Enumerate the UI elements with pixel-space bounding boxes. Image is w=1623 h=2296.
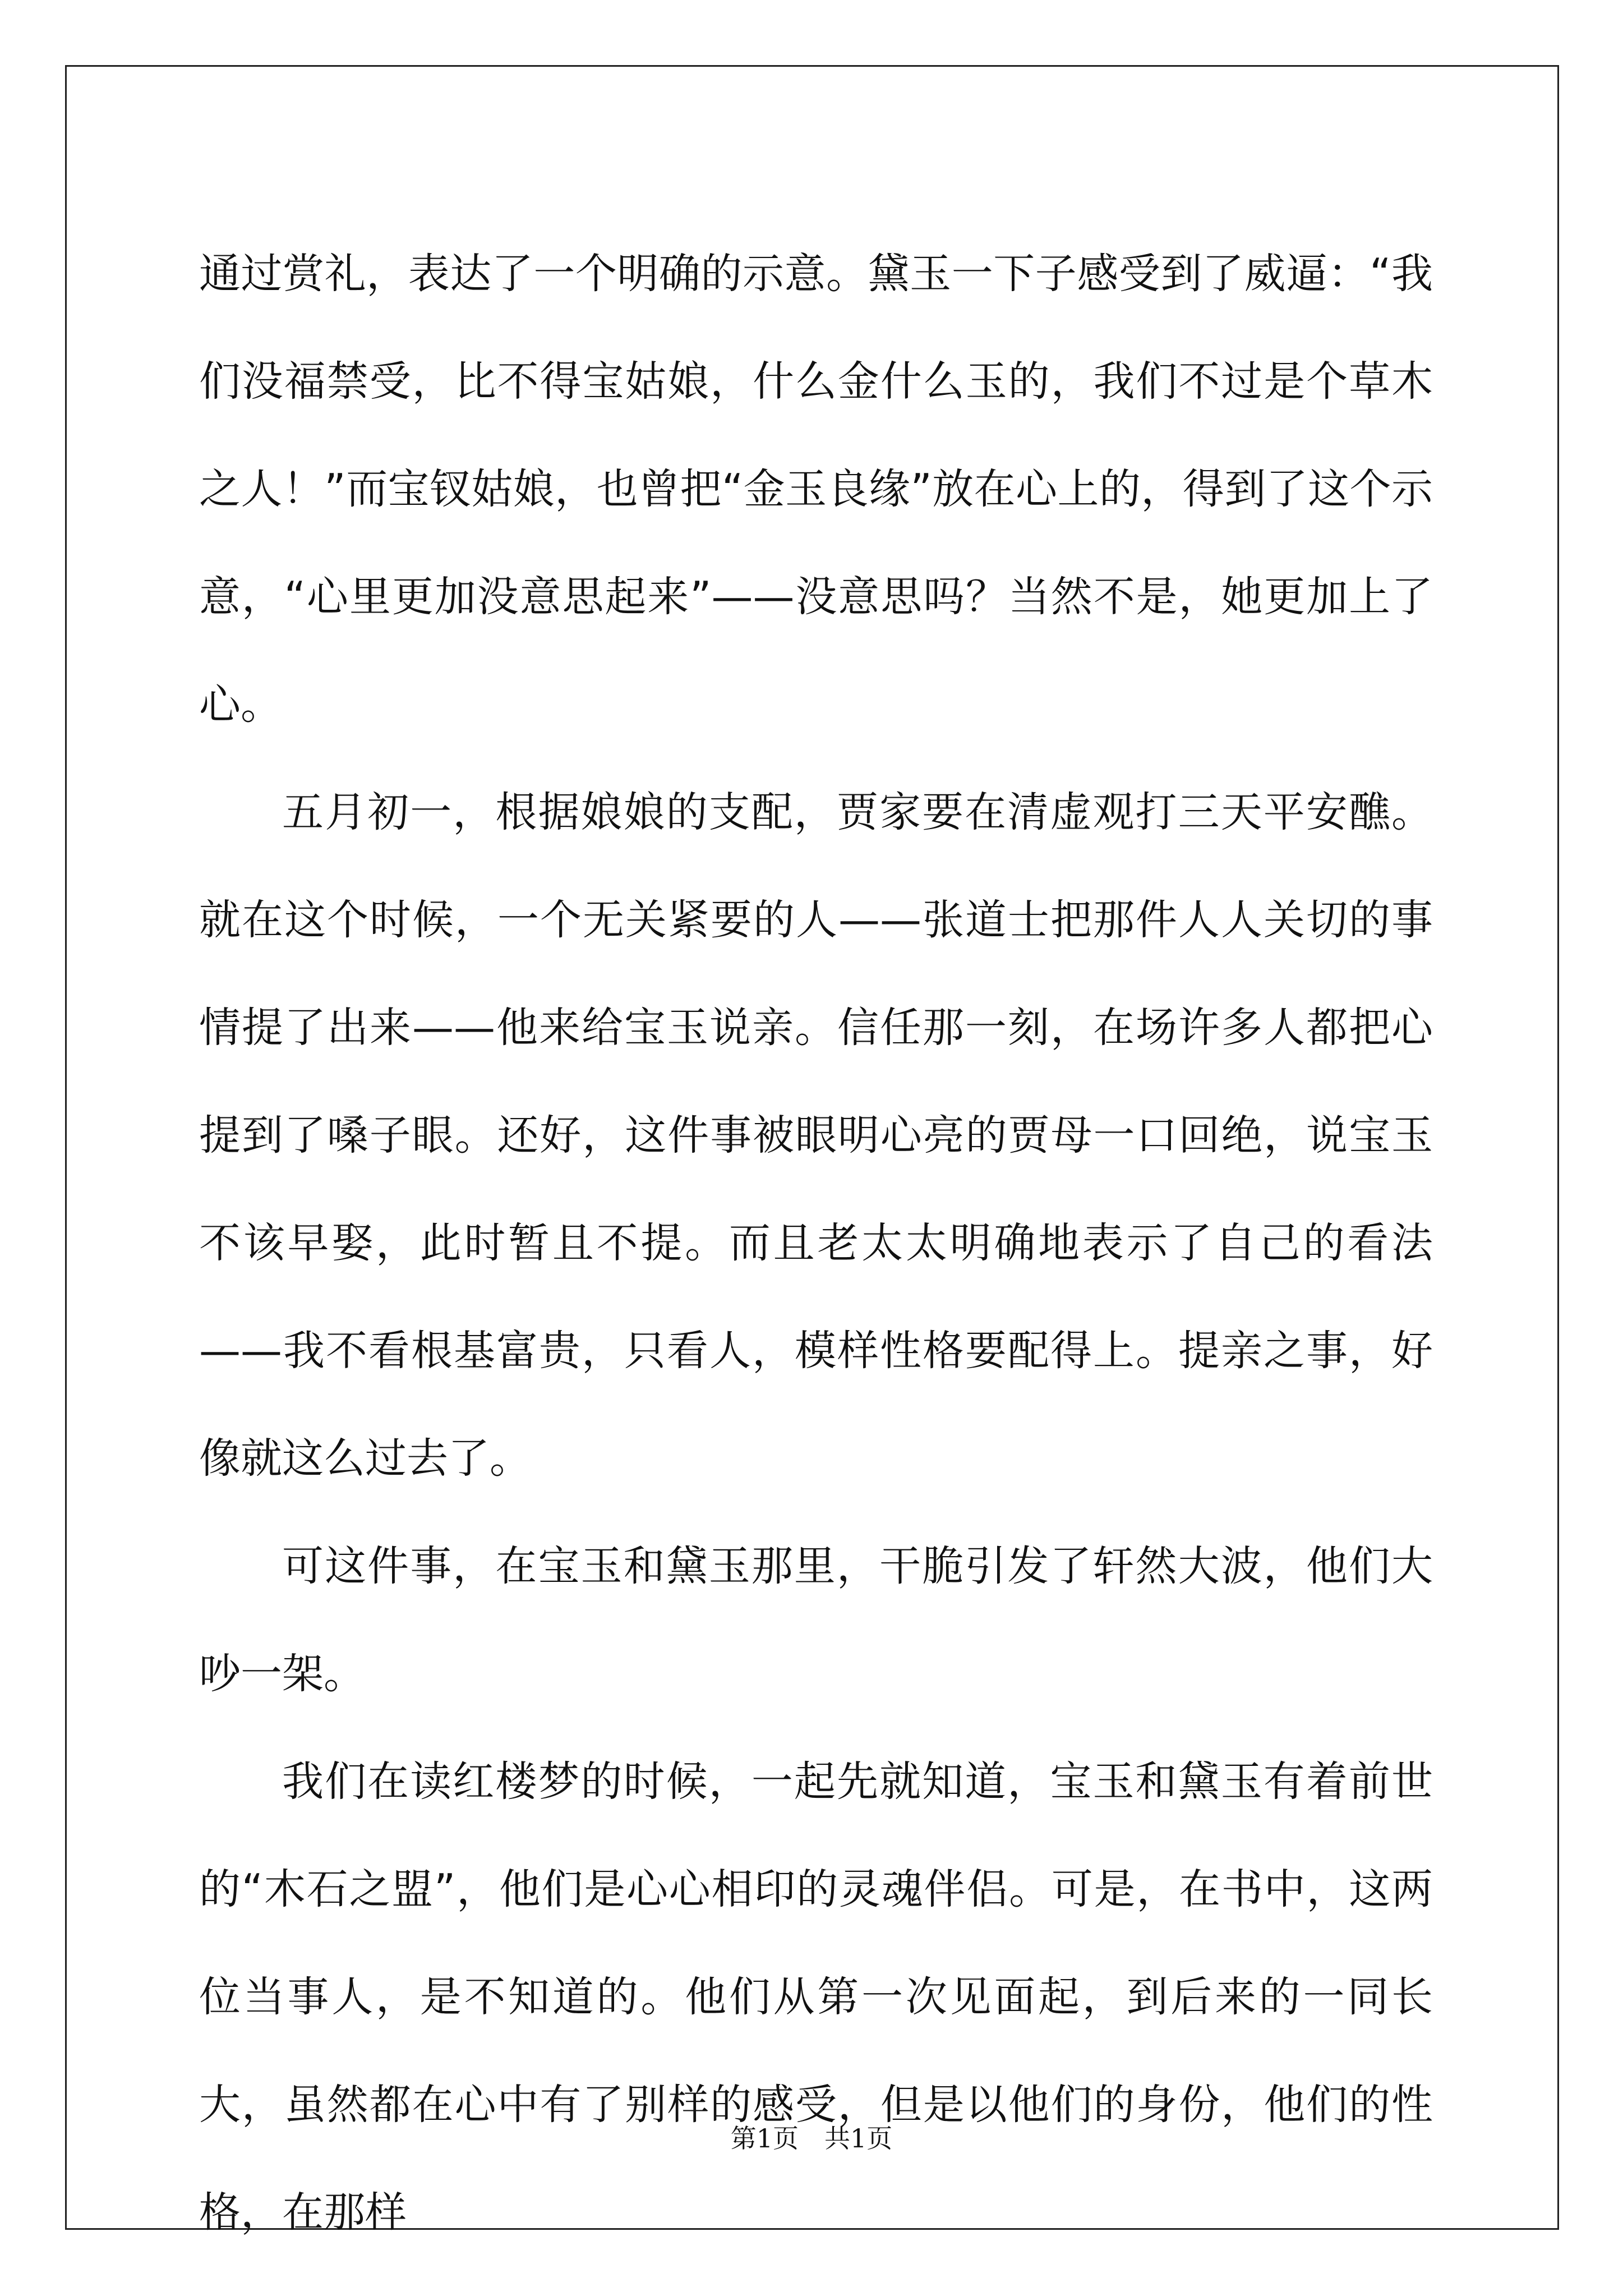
- page-number: 第1页: [730, 2123, 799, 2154]
- paragraph-3: 可这件事，在宝玉和黛玉那里，干脆引发了轩然大波，他们大吵一架。: [199, 1542, 1433, 1698]
- document-body: [199, 220, 1433, 2266]
- paragraph-1: 通过赏礼，表达了一个明确的示意。黛玉一下子感受到了威逼：“我们没福禁受，比不得宝姑娘，什么金什么玉的，我们不过是个草木之人！”而宝钗姑娘，也曾把“金玉良缘”放在心上的，得到了这个示意，“心里更加没意思起来”——没意思吗？当然不是，她更加上了心。: [199, 250, 1433, 729]
- paragraph-4: 我们在读红楼梦的时候，一起先就知道，宝玉和黛玉有着前世的“木石之盟”，他们是心心相印的灵魂伴侣。可是，在书中，这两位当事人，是不知道的。他们从第一次见面起，到后来的一同长大，虽然都在心中有了别样的感受，但是以他们的身份，他们的性格，在那样: [199, 1757, 1433, 2237]
- page-footer: [0, 2118, 1623, 2155]
- paragraph-2: 五月初一，根据娘娘的支配，贾家要在清虚观打三天平安醮。就在这个时候，一个无关紧要的人——张道士把那件人人关切的事情提了出来——他来给宝玉说亲。信任那一刻，在场许多人都把心提到了嗓子眼。还好，这件事被眼明心亮的贾母一口回绝，说宝玉不该早娶，此时暂且不提。而且老太太明确地表示了自己的看法——我不看根基富贵，只看人，模样性格要配得上。提亲之事，好像就这么过去了。: [199, 788, 1433, 1483]
- total-pages: 共1页: [824, 2123, 893, 2154]
